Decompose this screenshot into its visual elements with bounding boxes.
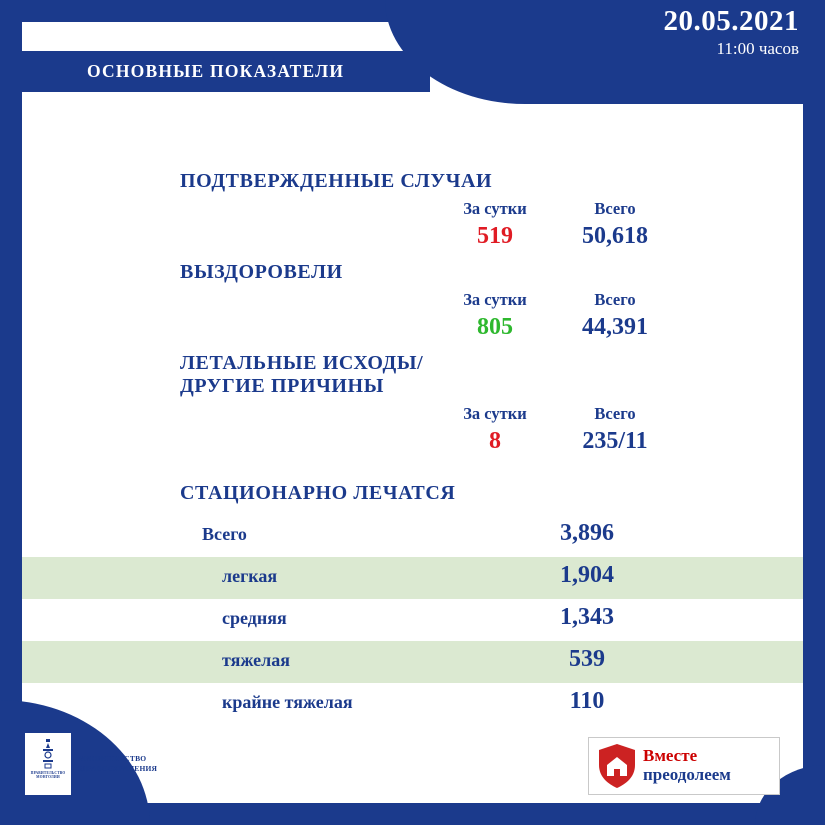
row-value: 1,343 — [560, 604, 614, 630]
emblem-caption-line2: МОНГОЛИИ — [36, 775, 60, 780]
row-label: легкая — [222, 566, 278, 586]
stat-row-deaths — [22, 404, 803, 466]
section-heading-deaths-line1: ЛЕТАЛЬНЫЕ ИСХОДЫ/ — [180, 352, 424, 374]
campaign-line2: преодолеем — [643, 765, 731, 784]
section-heading-recovered: ВЫЗДОРОВЕЛИ — [180, 261, 343, 283]
row-label: тяжелая — [222, 650, 290, 670]
campaign-line1: Вместе — [643, 746, 698, 766]
title-ribbon — [0, 51, 430, 92]
row-label: средняя — [222, 608, 287, 628]
table-row — [22, 641, 803, 683]
value-total-confirmed: 50,618 — [582, 223, 648, 249]
section-heading-deaths-line2: ДРУГИЕ ПРИЧИНЫ — [180, 375, 384, 397]
section-heading-deaths — [180, 352, 803, 398]
value-daily-recovered: 805 — [477, 314, 513, 340]
date-block — [664, 6, 800, 59]
stat-labels-recovered — [22, 290, 803, 316]
row-value: 1,904 — [560, 562, 614, 588]
frame-right — [803, 0, 825, 825]
table-row — [22, 557, 803, 599]
value-total-recovered: 44,391 — [582, 314, 648, 340]
value-total-deaths: 235/11 — [582, 428, 648, 454]
main-content — [22, 170, 803, 725]
label-total-deaths: Всего — [594, 404, 636, 423]
emblem-caption-line1: ПРАВИТЕЛЬСТВО — [30, 771, 66, 775]
table-row — [22, 599, 803, 641]
mongolia-emblem-icon — [24, 732, 72, 796]
value-daily-deaths: 8 — [489, 428, 501, 454]
table-row — [22, 515, 803, 557]
ministry-name-line1: МИНИСТЕРСТВО — [78, 753, 147, 763]
page-title: ОСНОВНЫЕ ПОКАЗАТЕЛИ — [87, 61, 345, 81]
row-label: Всего — [202, 524, 247, 544]
stat-row-confirmed — [22, 199, 803, 261]
row-value: 3,896 — [560, 520, 614, 546]
emblem-caption — [31, 771, 66, 780]
label-daily-recovered: За сутки — [463, 290, 527, 309]
report-date: 20.05.2021 — [663, 5, 799, 37]
row-value: 539 — [569, 646, 605, 672]
row-label: крайне тяжелая — [222, 692, 353, 712]
value-daily-confirmed: 519 — [477, 223, 513, 249]
row-value: 110 — [569, 688, 605, 714]
label-daily-confirmed: За сутки — [463, 199, 527, 218]
shield-icon — [597, 743, 637, 789]
label-total-confirmed: Всего — [594, 199, 636, 218]
ministry-logo — [18, 725, 188, 803]
hospitalized-table — [22, 515, 803, 725]
ministry-name — [78, 754, 157, 774]
section-heading-hospitalized: СТАЦИОНАРНО ЛЕЧАТСЯ — [180, 482, 456, 504]
stat-labels-confirmed — [22, 199, 803, 225]
soyombo-icon — [41, 739, 55, 769]
report-time: 11:00 часов — [716, 38, 799, 58]
campaign-text — [643, 747, 731, 784]
section-heading-confirmed: ПОДТВЕРЖДЕННЫЕ СЛУЧАИ — [180, 170, 493, 192]
label-daily-deaths: За сутки — [463, 404, 527, 423]
table-row — [22, 683, 803, 725]
ministry-name-line2: ЗДРАВООХРАНЕНИЯ — [78, 764, 158, 773]
stat-labels-deaths — [22, 404, 803, 430]
campaign-logo — [588, 737, 780, 795]
label-total-recovered: Всего — [594, 290, 636, 309]
stat-row-recovered — [22, 290, 803, 352]
